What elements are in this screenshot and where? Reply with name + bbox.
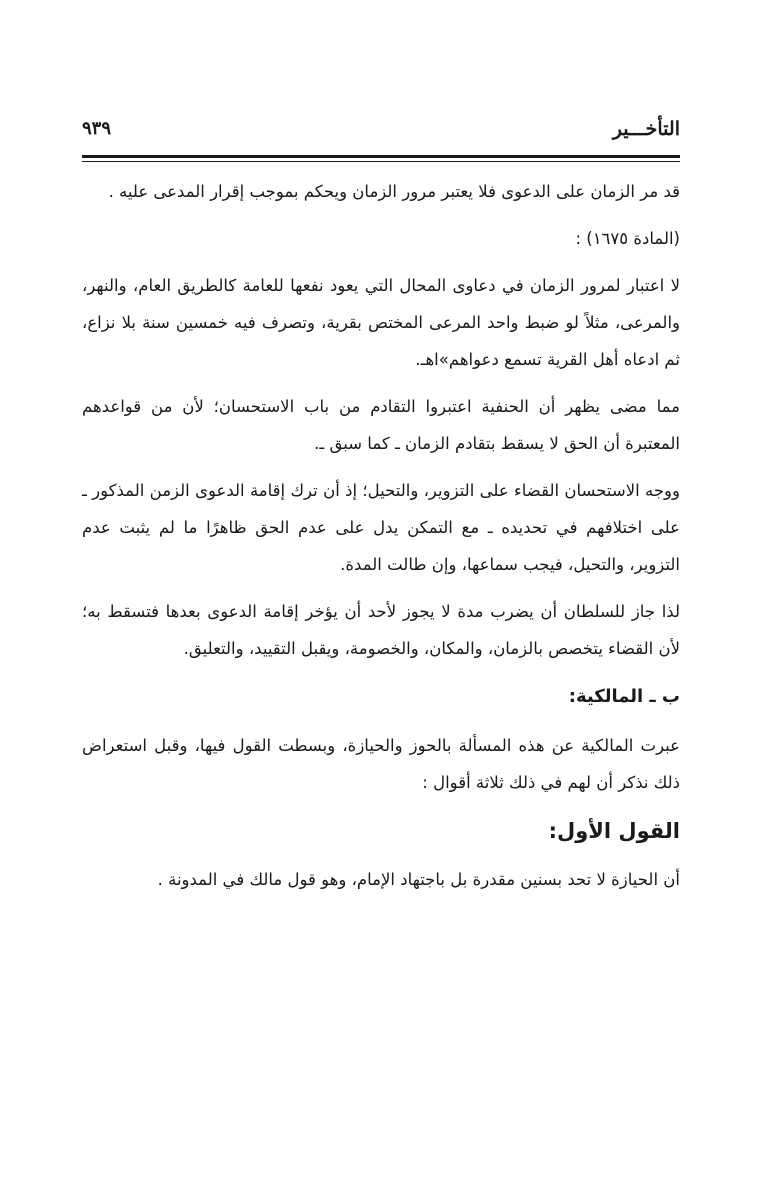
page-body — [82, 173, 680, 908]
paragraph-6: عبرت المالكية عن هذه المسألة بالحوز والحيازة، وبسطت القول فيها، وقبل استعراض ذلك نذكر أن لهم في ذلك ثلاثة أقوال : — [82, 736, 680, 792]
header-rule-thick — [82, 155, 680, 158]
paragraph-2: لا اعتبار لمرور الزمان في دعاوى المحال التي يعود نفعها للعامة كالطريق العام، والنهر، والمرعى، مثلاً لو ضبط واحد المرعى المختص بقرية، وتصرف فيه خمسين سنة بلا نزاع، ثم ادعاه أهل القرية تسمع دعواهم»اهـ. — [82, 276, 680, 369]
header-rule-thin — [82, 161, 680, 162]
paragraph-1: قد مر الزمان على الدعوى فلا يعتبر مرور الزمان ويحكم بموجب إقرار المدعى عليه . — [108, 182, 680, 201]
section-heading: ب ـ المالكية: — [568, 686, 680, 707]
chapter-title: التأخـــير — [612, 118, 680, 140]
paragraph-5: لذا جاز للسلطان أن يضرب مدة لا يجوز لأحد أن يؤخر إقامة الدعوى بعدها فتسقط به؛ لأن القضاء يتخصص بالزمان، والمكان، والخصومة، ويقبل التقييد، والتعليق. — [82, 602, 680, 658]
running-header — [82, 118, 680, 152]
page-number: ٩٣٩ — [82, 118, 112, 139]
article-label: (المادة ١٦٧٥) : — [575, 229, 680, 248]
paragraph-3: مما مضى يظهر أن الحنفية اعتبروا التقادم من باب الاستحسان؛ لأن من قواعدهم المعتبرة أن الحق لا يسقط بتقادم الزمان ـ كما سبق ـ. — [82, 397, 680, 453]
paragraph-7: أن الحيازة لا تحد بسنين مقدرة بل باجتهاد الإمام، وهو قول مالك في المدونة . — [157, 870, 680, 889]
subsection-heading: القول الأول: — [548, 819, 680, 843]
paragraph-4: ووجه الاستحسان القضاء على التزوير، والتحيل؛ إذ أن ترك إقامة الدعوى الزمن المذكور ـ على اختلافهم في تحديده ـ مع التمكن يدل على عدم الحق ظاهرًا ما لم يثبت عدم التزوير، والتحيل، فيجب سماعها، وإن طالت المدة. — [82, 481, 680, 574]
